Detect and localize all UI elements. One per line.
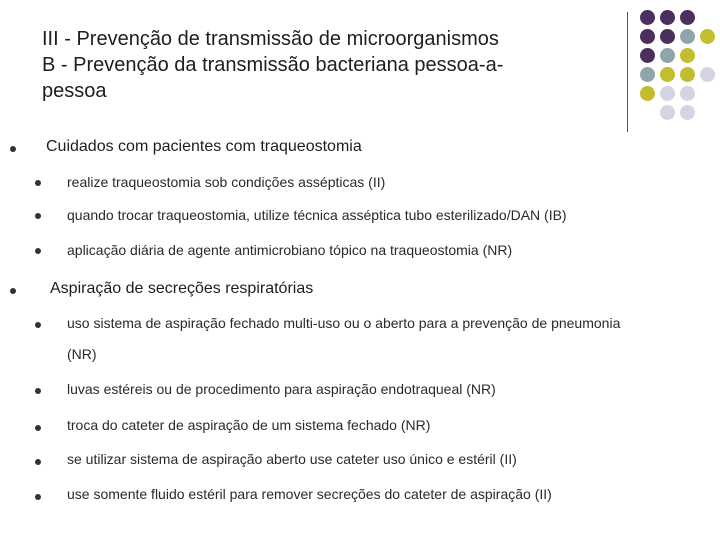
bullet-icon (35, 213, 41, 219)
dot-purple (660, 29, 675, 44)
dot-purple (680, 10, 695, 25)
title-line-3: pessoa (42, 80, 107, 102)
dot-purple (640, 10, 655, 25)
decorative-dot-grid (0, 0, 720, 140)
section-heading-aspiration: Aspiração de secreções respiratórias (50, 280, 314, 297)
list-item: use somente fluido estéril para remover secreções do cateter de aspiração (II) (67, 486, 552, 502)
dot-purple (640, 29, 655, 44)
bullet-icon (35, 494, 41, 500)
bullet-icon (35, 180, 41, 186)
list-item: quando trocar traqueostomia, utilize técnica asséptica tubo esterilizado/DAN (IB) (67, 207, 567, 223)
title-line-1: III - Prevenção de transmissão de microorganismos (42, 28, 499, 50)
dot-purple (660, 10, 675, 25)
dot-purple (640, 48, 655, 63)
section-heading-tracheostomy: Cuidados com pacientes com traqueostomia (46, 138, 362, 155)
dot-lavender (700, 67, 715, 82)
dot-lavender (680, 86, 695, 101)
bullet-icon (35, 425, 41, 431)
list-item: troca do cateter de aspiração de um sistema fechado (NR) (67, 417, 431, 433)
dot-teal (680, 29, 695, 44)
bullet-icon (35, 459, 41, 465)
dot-olive (700, 29, 715, 44)
dot-teal (660, 48, 675, 63)
list-item: se utilizar sistema de aspiração aberto use cateter uso único e estéril (II) (67, 451, 517, 467)
list-item: luvas estéreis ou de procedimento para aspiração endotraqueal (NR) (67, 381, 496, 397)
dot-lavender (660, 105, 675, 120)
dot-olive (680, 48, 695, 63)
bullet-icon (35, 388, 41, 394)
dot-olive (680, 67, 695, 82)
list-item: realize traqueostomia sob condições assépticas (II) (67, 174, 386, 190)
list-item: aplicação diária de agente antimicrobiano tópico na traqueostomia (NR) (67, 242, 513, 258)
dot-teal (640, 67, 655, 82)
dot-lavender (680, 105, 695, 120)
dot-olive (660, 67, 675, 82)
bullet-icon (35, 248, 41, 254)
list-item: uso sistema de aspiração fechado multi-uso ou o aberto para a prevenção de pneumonia (67, 315, 621, 331)
dot-lavender (660, 86, 675, 101)
bullet-icon (35, 322, 41, 328)
bullet-icon (10, 288, 16, 294)
bullet-icon (10, 146, 16, 152)
title-line-2: B - Prevenção da transmissão bacteriana pessoa-a- (42, 54, 504, 76)
list-item-continuation: (NR) (67, 346, 97, 362)
dot-olive (640, 86, 655, 101)
